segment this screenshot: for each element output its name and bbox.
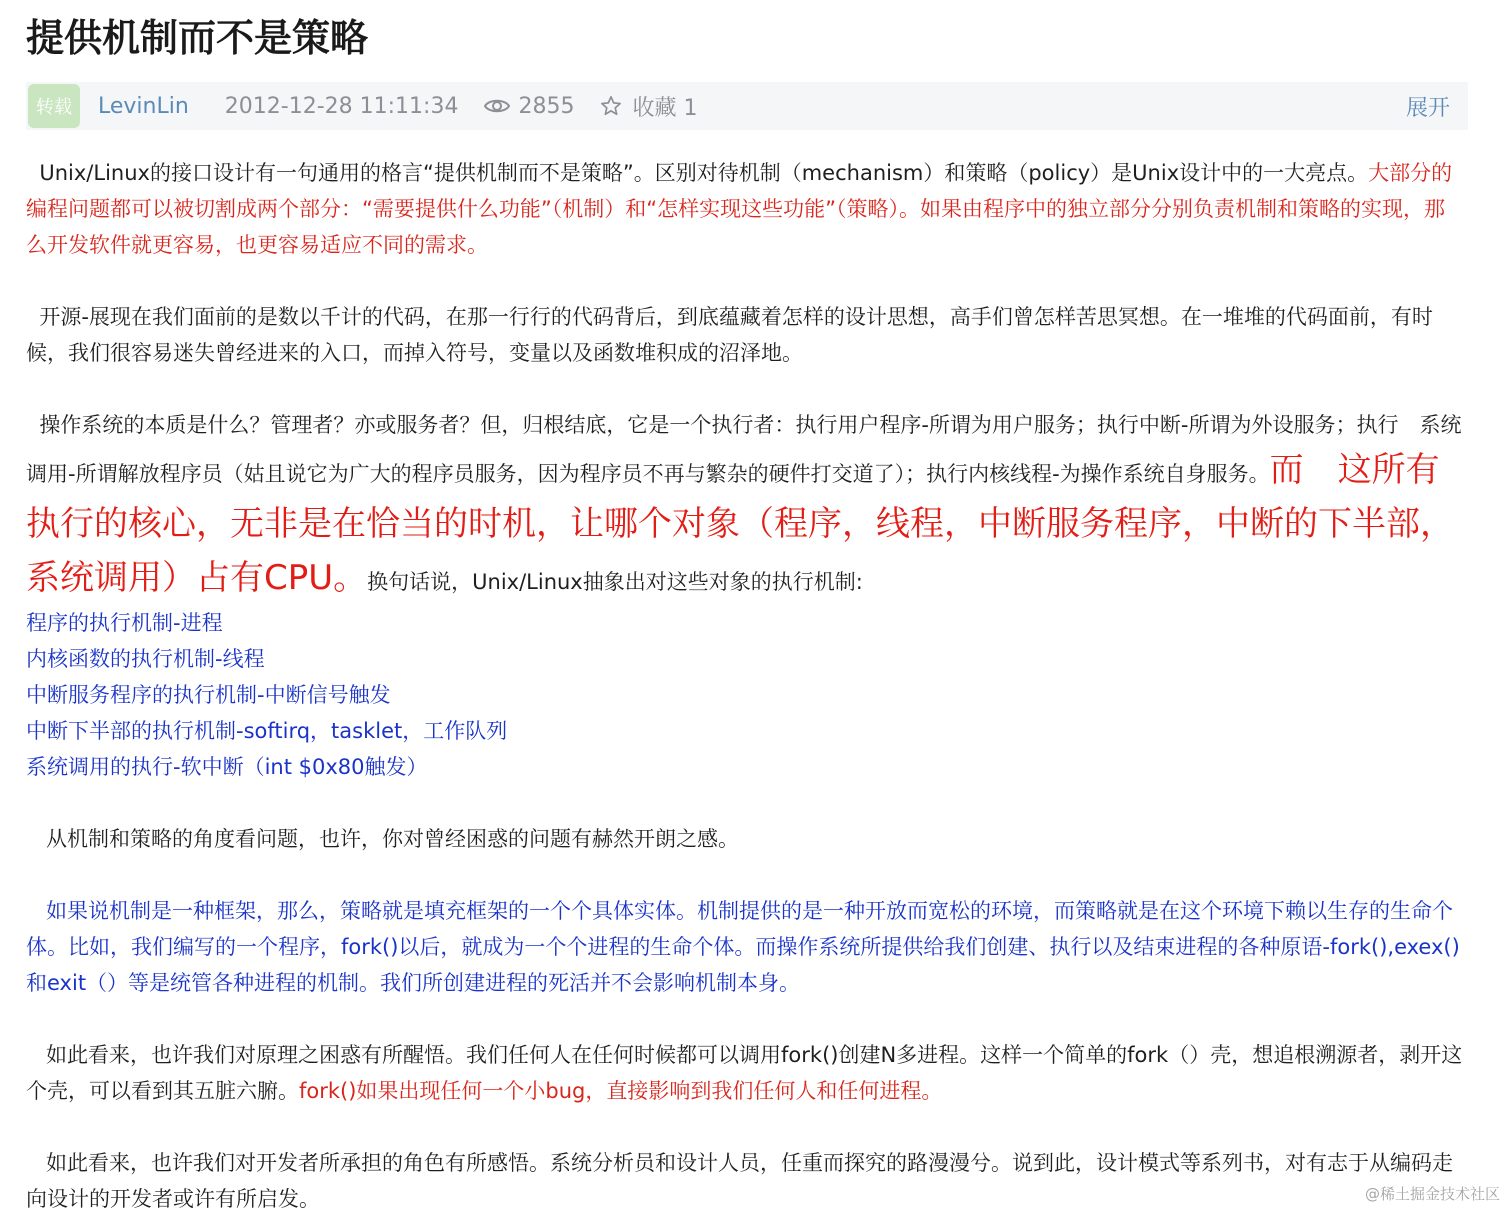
article-title: 提供机制而不是策略 [26,16,369,60]
mechanism-list-item: 系统调用的执行-软中断（int $0x80触发） [26,755,428,779]
watermark: @稀土掘金技术社区 [1364,1185,1500,1203]
star-outline-icon [600,95,622,117]
highlight-large-red-text: 而 这所有执行的核心，无非是在恰当的时机，让哪个对象（程序，线程，中断服务程序，中断的下半部，系统调用）占有CPU。 [26,450,1454,598]
repost-badge: 转载 [28,84,80,128]
mechanism-list-item: 内核函数的执行机制-线程 [26,647,265,671]
article-body [26,155,1464,1217]
mechanism-list-item: 程序的执行机制-进程 [26,611,223,635]
expand-button[interactable]: 展开 [1405,95,1450,121]
favorite-label: 收藏 1 [632,95,698,121]
mechanism-list-item: 中断下半部的执行机制-softirq，tasklet，工作队列 [26,719,508,743]
paragraph-open-source [26,299,1464,371]
view-count [484,94,574,119]
paragraph-text: 如此看来，也许我们对开发者所承担的角色有所感悟。系统分析员和设计人员，任重而探究的路漫漫兮。说到此，设计模式等系列书，对有志于从编码走向设计的开发者或许有所启发。 [26,1151,1454,1211]
view-count-value: 2855 [518,93,575,119]
highlight-red-text: fork()如果出现任何一个小bug，直接影响到我们任何人和任何进程。 [299,1079,943,1103]
article-meta-bar [26,82,1468,130]
favorite-button[interactable] [600,91,697,122]
publish-datetime: 2012-12-28 11:11:34 [224,93,459,119]
paragraph-text: 换句话说，Unix/Linux抽象出对这些对象的执行机制: [367,570,863,594]
paragraph-framework [26,893,1464,1001]
paragraph-os-essence [26,407,1464,605]
mechanism-list-item: 中断服务程序的执行机制-中断信号触发 [26,683,391,707]
paragraph-mechanism-policy [26,155,1464,263]
author-link[interactable]: LevinLin [98,93,189,119]
highlight-red-text: 大部分的编程问题都可以被切割成两个部分：“需要提供什么功能”（机制）和“怎样实现这些功能”（策略）。如果由程序中的独立部分分别负责机制和策略的实现，那么开发软件就更容易，也更容易适应不同的需求。 [26,161,1453,257]
paragraph-fork [26,1037,1464,1109]
paragraph-text: 如果说机制是一种框架，那么，策略就是填充框架的一个个具体实体。机制提供的是一种开放而宽松的环境，而策略就是在这个环境下赖以生存的生命个体。比如，我们编写的一个程序，fork()以后，就成为一个个进程的生命个体。而操作系统所提供给我们创建、执行以及结束进程的各种原语-fork(),exex()和exit（）等是统管各种进程的机制。我们所创建进程的死活并不会影响机制本身。 [26,899,1460,995]
eye-icon [484,97,510,115]
paragraph-text: 操作系统的本质是什么？管理者？亦或服务者？但，归根结底，它是一个执行者：执行用户程序-所谓为用户服务；执行中断-所谓为外设服务；执行 系统调用-所谓解放程序员（姑且说它为广大的程序员服务，因为程序员不再与繁杂的硬件打交道了）；执行内核线程-为操作系统自身服务。 [26,413,1462,486]
paragraph-text: 开源-展现在我们面前的是数以千计的代码，在那一行行的代码背后，到底蕴藏着怎样的设计思想，高手们曾怎样苦思冥想。在一堆堆的代码面前，有时候，我们很容易迷失曾经进来的入口，而掉入符号，变量以及函数堆积成的沼泽地。 [26,305,1433,365]
paragraph-developer-role [26,1145,1464,1217]
paragraph-text: 如此看来，也许我们对原理之困惑有所醒悟。我们任何人在任何时候都可以调用fork()创建N多进程。这样一个简单的fork（）壳，想追根溯源者，剥开这个壳，可以看到其五脏六腑。 [26,1043,1463,1103]
paragraph-perspective [26,821,1464,857]
paragraph-text: 从机制和策略的角度看问题，也许，你对曾经困惑的问题有赫然开朗之感。 [46,827,740,851]
paragraph-text: Unix/Linux的接口设计有一句通用的格言“提供机制而不是策略”。区别对待机制（mechanism）和策略（policy）是Unix设计中的一大亮点。 [39,161,1369,185]
